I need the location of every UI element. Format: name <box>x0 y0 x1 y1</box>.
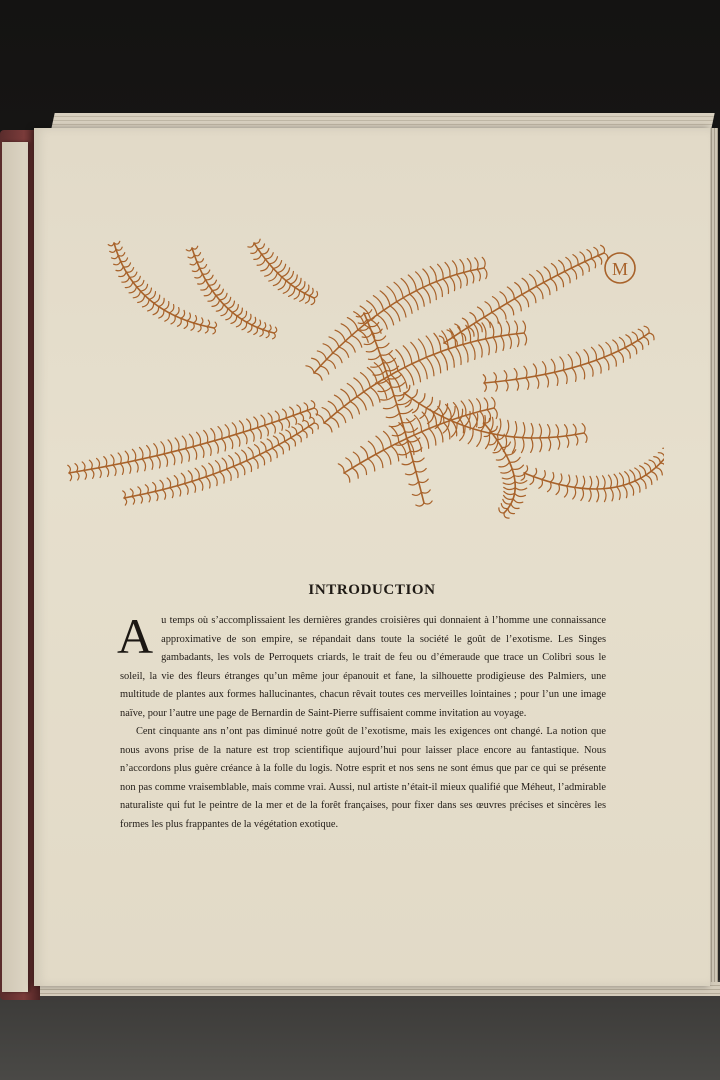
paragraph-1-text: u temps où s’accomplissaient les dernières grandes croisières qui donnaient à l’homme une connaissance approximative de son empire, se répandait dans toute la société le goût de l’exotisme. Les Singes gambadants, les vols de Perroquets criards, le trait de feu ou d’émeraude que trace un Colibri sous le soleil, la vie des fleurs étranges qu’un même jour épanouit et fane, la silhouette prodigieuse des Palmiers, une multitude de plantes aux formes hallucinantes, chacun rêvait toutes ces merveilles lointaines ; pour l’un une image naïve, pour l’autre une page de Bernardin de Saint-Pierre suffisaient comme invitation au voyage. <box>120 615 606 719</box>
paragraph-2: Cent cinquante ans n’ont pas diminué notre goût de l’exotisme, mais les exigences ont changé. La notion que nous avons prise de la nature est trop scientifique aujourd’hui pour laisser place encore au fantastique. Nous n’accordons plus guère créance à la folle du logis. Notre esprit et nos sens ne sont émus que par ce qui se présente non pas comme vraisemblable, mais comme vrai. Aussi, nul artiste n’était-il mieux qualifié que Méheut, l’admirable naturaliste qui fut le peintre de la mer et de la forêt françaises, pour fixer dans ses œuvres précises et sincères les formes les plus frappantes de la végétation exotique. <box>120 726 606 830</box>
left-page-edge <box>2 142 28 992</box>
introduction-text <box>117 608 606 834</box>
frond-upper-right <box>439 245 608 350</box>
chapter-title: INTRODUCTION <box>308 582 436 598</box>
frond-bottom-long <box>68 401 318 481</box>
drop-cap: A <box>117 608 154 664</box>
frond-top-left <box>248 239 318 304</box>
svg-text:M: M <box>611 259 629 279</box>
paragraph-1 <box>117 608 606 723</box>
monogram-signature-icon <box>605 253 635 283</box>
frond-right-curl <box>521 448 664 502</box>
frond-small-drop <box>478 418 526 518</box>
frond-center-top <box>306 257 487 380</box>
frond-center-mid <box>316 321 527 432</box>
fern-illustration <box>64 223 664 543</box>
book-page <box>34 128 710 986</box>
frond-left-1 <box>108 241 216 334</box>
